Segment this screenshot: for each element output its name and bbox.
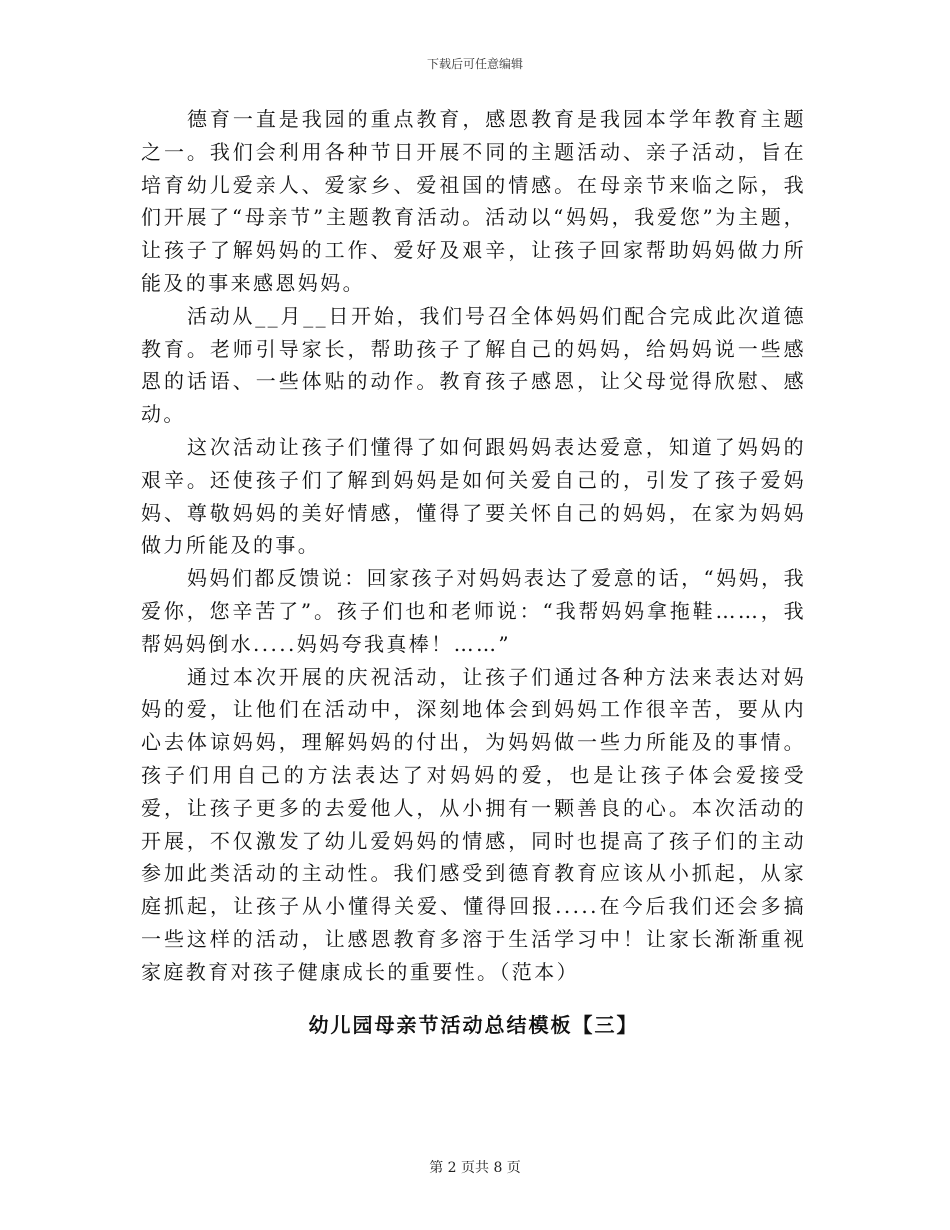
page-number: 第 2 页共 8 页 (429, 1160, 521, 1176)
document-body (141, 103, 806, 1038)
paragraph-2: 活动从__月__日开始，我们号召全体妈妈们配合完成此次道德教育。老师引导家长，帮助孩子了解自己的妈妈，给妈妈说一些感恩的话语、一些体贴的动作。教育孩子感恩，让父母觉得欣慰、感动。 (141, 303, 806, 427)
section-heading: 幼儿园母亲节活动总结模板【三】 (308, 1012, 639, 1037)
paragraph-5: 通过本次开展的庆祝活动，让孩子们通过各种方法来表达对妈妈的爱，让他们在活动中，深刻地体会到妈妈工作很辛苦，要从内心去体谅妈妈，理解妈妈的付出，为妈妈做一些力所能及的事情。孩子们用自己的方法表达了对妈妈的爱，也是让孩子体会爱接受爱，让孩子更多的去爱他人，从小拥有一颗善良的心。本次活动的开展，不仅激发了幼儿爱妈妈的情感，同时也提高了孩子们的主动参加此类活动的主动性。我们感受到德育教育应该从小抓起，从家庭抓起，让孩子从小懂得关爱、懂得回报.....在今后我们还会多搞一些这样的活动，让感恩教育多溶于生活学习中！让家长渐渐重视家庭教育对孩子健康成长的重要性。（范本） (141, 664, 806, 984)
header-note: 下载后可任意编辑 (426, 57, 523, 71)
paragraph-3: 这次活动让孩子们懂得了如何跟妈妈表达爱意，知道了妈妈的艰辛。还使孩子们了解到妈妈是如何关爱自己的，引发了孩子爱妈妈、尊敬妈妈的美好情感，懂得了要关怀自己的妈妈，在家为妈妈做力所能及的事。 (141, 434, 806, 558)
paragraph-1: 德育一直是我园的重点教育，感恩教育是我园本学年教育主题之一。我们会利用各种节日开展不同的主题活动、亲子活动，旨在培育幼儿爱亲人、爱家乡、爱祖国的情感。在母亲节来临之际，我们开展了“母亲节”主题教育活动。活动以“妈妈，我爱您”为主题，让孩子了解妈妈的工作、爱好及艰辛，让孩子回家帮助妈妈做力所能及的事来感恩妈妈。 (141, 107, 806, 295)
paragraph-4: 妈妈们都反馈说：回家孩子对妈妈表达了爱意的话，“妈妈，我爱你，您辛苦了”。孩子们也和老师说：“我帮妈妈拿拖鞋……，我帮妈妈倒水.....妈妈夸我真棒！……” (141, 566, 806, 656)
